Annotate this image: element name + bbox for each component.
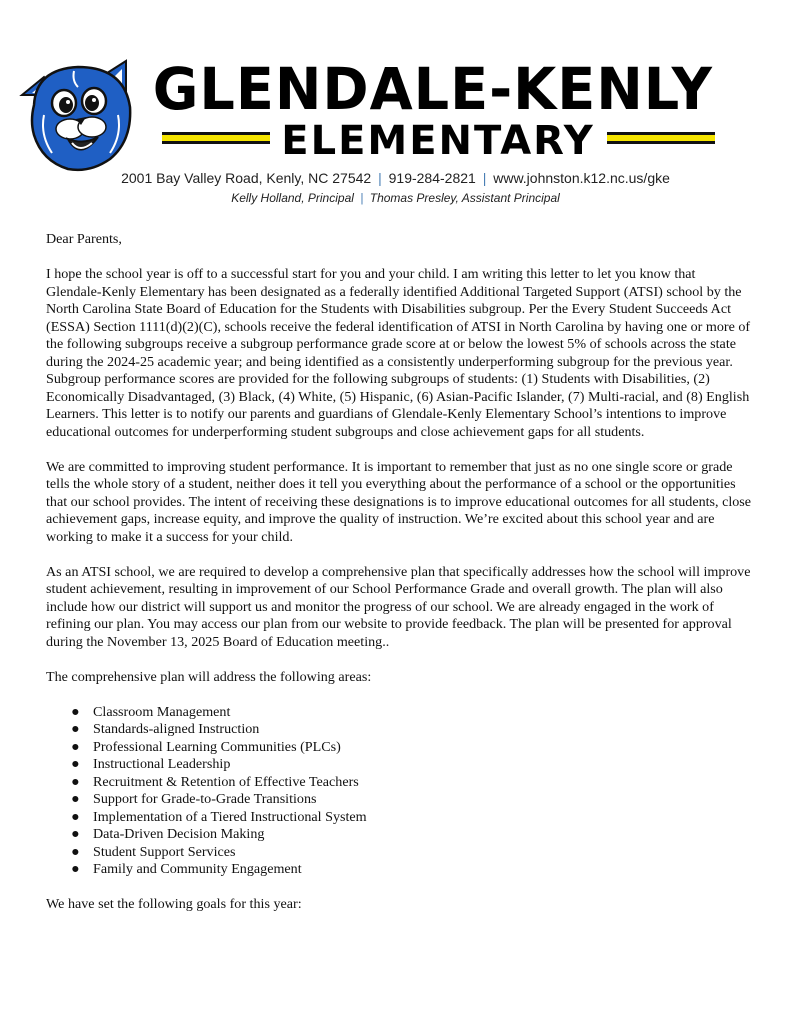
bullet-icon: ●	[71, 791, 80, 807]
salutation: Dear Parents,	[46, 231, 122, 247]
wildcat-mascot-icon	[14, 55, 144, 175]
list-item: ● Data-Driven Decision Making	[71, 826, 265, 842]
list-item: ● Classroom Management	[71, 703, 231, 720]
assistant-principal-name: Thomas Presley, Assistant Principal	[369, 191, 560, 205]
school-phone: 919-284-2821	[388, 170, 476, 186]
staff-line	[0, 191, 791, 205]
list-item: ● Student Support Services	[71, 843, 236, 860]
contact-line	[0, 170, 791, 186]
paragraph-comprehensive-plan: As an ATSI school, we are required to develop a comprehensive plan that specifically addresses how the school will improve student achievement, resulting in improvement of our School Performance Grade and overall growth. The plan will also include how our district will support us and monitor the progress of our school. We are already engaged in the work of refining our plan. You may access our plan from our website to provide feedback. The plan will be presented for approval during the November 13, 2025 Board of Education meeting..	[46, 563, 751, 650]
decorative-stripe-right	[607, 132, 715, 146]
bullet-icon: ●	[71, 703, 80, 720]
letterhead	[0, 0, 791, 215]
list-item: ● Professional Learning Communities (PLCs)	[71, 738, 341, 755]
list-item: ● Recruitment & Retention of Effective Teachers	[71, 773, 359, 790]
list-item: ● Standards-aligned Instruction	[71, 721, 260, 737]
letter-body	[46, 231, 752, 931]
list-item: ● Family and Community Engagement	[71, 861, 302, 877]
plan-areas-list	[46, 704, 752, 879]
bullet-icon: ●	[71, 738, 80, 755]
list-item: ● Instructional Leadership	[71, 756, 231, 772]
paragraph-commitment: We are committed to improving student performance. It is important to remember that just as no one single score or grade tells the whole story of a student, neither does it tell you everything about the performance of a school or the opportunities that our school provides. The intent of receiving these designations is to improve educational outcomes for all students, close achievement gaps, increase equity, and improve the quality of instruction. We’re excited about this school year and are working to make it a success for your child.	[46, 458, 752, 545]
bullet-icon: ●	[71, 756, 80, 772]
school-name-line2: ELEMENTARY	[281, 118, 595, 164]
goals-intro: We have set the following goals for this year:	[46, 896, 302, 912]
school-address: 2001 Bay Valley Road, Kenly, NC 27542	[121, 170, 372, 186]
list-item: ● Implementation of a Tiered Instructional System	[71, 808, 367, 825]
bullet-icon: ●	[71, 826, 80, 842]
school-website-link[interactable]: www.johnston.k12.nc.us/gke	[493, 170, 670, 186]
bullet-icon: ●	[71, 808, 80, 825]
separator: |	[378, 170, 382, 186]
list-item: ● Support for Grade-to-Grade Transitions	[71, 791, 317, 807]
bullet-icon: ●	[71, 861, 80, 877]
school-name-line1: GLENDALE-KENLY	[152, 55, 713, 123]
paragraph-plan-areas-intro: The comprehensive plan will address the following areas:	[46, 668, 372, 685]
decorative-stripe-left	[162, 132, 270, 146]
bullet-icon: ●	[71, 773, 80, 790]
separator: |	[482, 170, 487, 186]
bullet-icon: ●	[71, 721, 80, 737]
paragraph-atsi-designation: I hope the school year is off to a successful start for you and your child. I am writing this letter to let you know that Glendale-Kenly Elementary has been designated as a federally identified Additional Targeted Support (ATSI) school by the North Carolina State Board of Education for the Students with Disabilities subgroup. Per the Every Student Succeeds Act (ESSA) Section 1111(d)(2)(C), schools receive the federal identification of ATSI in North Carolina by having one or more of the following subgroups receive a subgroup performance grade score at or below the lowest 5% of schools across the state during the 2024-25 academic year; and being identified as a consistently underperforming subgroup for the previous year. Subgroup performance scores are provided for the following subgroups of students: (1) Students with Disabilities, (2) Economically Disadvantaged, (3) Black, (4) White, (5) Hispanic, (6) Asian-Pacific Islander, (7) Multi-racial, and (8) English Learners. This letter is to notify our parents and guardians of Glendale-Kenly Elementary School’s intentions to improve educational outcomes for underperforming student subgroups and close achievement gaps for all students.	[46, 266, 751, 440]
bullet-icon: ●	[71, 843, 80, 860]
principal-name: Kelly Holland, Principal	[231, 191, 354, 205]
separator: |	[360, 191, 364, 205]
